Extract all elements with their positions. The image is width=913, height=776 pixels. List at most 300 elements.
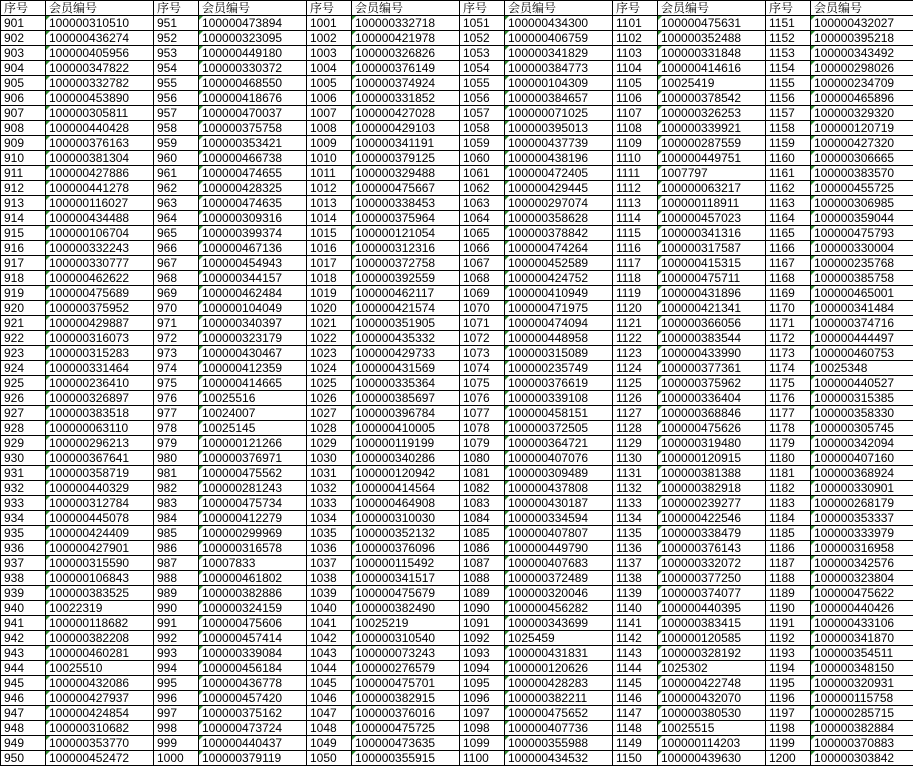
seq-cell[interactable]: 1050 (307, 751, 352, 766)
seq-cell[interactable]: 1077 (460, 406, 505, 421)
member-id-cell[interactable]: 1025302 (658, 661, 766, 676)
member-id-cell[interactable]: 100000331848 (658, 46, 766, 61)
member-id-cell[interactable]: 100000118682 (46, 616, 154, 631)
member-id-cell[interactable]: 100000435332 (352, 331, 460, 346)
member-id-header[interactable]: 会员编号 (658, 1, 766, 16)
seq-cell[interactable]: 1057 (460, 106, 505, 121)
member-id-cell[interactable]: 100000317587 (658, 241, 766, 256)
member-id-cell[interactable]: 100000441278 (46, 181, 154, 196)
seq-cell[interactable]: 1060 (460, 151, 505, 166)
seq-cell[interactable]: 1076 (460, 391, 505, 406)
seq-cell[interactable]: 904 (1, 61, 46, 76)
member-id-cell[interactable]: 100000312316 (352, 241, 460, 256)
member-id-cell[interactable]: 100000306985 (811, 196, 913, 211)
member-id-cell[interactable]: 100000329320 (811, 106, 913, 121)
seq-cell[interactable]: 1122 (613, 331, 658, 346)
member-id-cell[interactable]: 100000418676 (199, 91, 307, 106)
member-id-header[interactable]: 会员编号 (352, 1, 460, 16)
member-id-cell[interactable]: 100000235749 (505, 361, 613, 376)
member-id-cell[interactable]: 100000341517 (352, 571, 460, 586)
seq-cell[interactable]: 1174 (766, 361, 811, 376)
member-id-cell[interactable]: 100000120719 (811, 121, 913, 136)
seq-cell[interactable]: 965 (154, 226, 199, 241)
member-id-cell[interactable]: 1007797 (658, 166, 766, 181)
seq-cell[interactable]: 1004 (307, 61, 352, 76)
member-id-cell[interactable]: 100000336404 (658, 391, 766, 406)
seq-cell[interactable]: 1081 (460, 466, 505, 481)
seq-cell[interactable]: 916 (1, 241, 46, 256)
member-id-cell[interactable]: 100000287559 (658, 136, 766, 151)
seq-cell[interactable]: 979 (154, 436, 199, 451)
seq-cell[interactable]: 1066 (460, 241, 505, 256)
member-id-cell[interactable]: 100000379125 (352, 151, 460, 166)
member-id-cell[interactable]: 100000462484 (199, 286, 307, 301)
seq-cell[interactable]: 987 (154, 556, 199, 571)
seq-cell[interactable]: 908 (1, 121, 46, 136)
seq-cell[interactable]: 1138 (613, 571, 658, 586)
seq-cell[interactable]: 1140 (613, 601, 658, 616)
member-id-cell[interactable]: 100000338479 (658, 526, 766, 541)
seq-cell[interactable]: 982 (154, 481, 199, 496)
member-id-cell[interactable]: 100000343699 (505, 616, 613, 631)
member-id-cell[interactable]: 100000116027 (46, 196, 154, 211)
member-id-cell[interactable]: 100000306665 (811, 151, 913, 166)
seq-cell[interactable]: 1027 (307, 406, 352, 421)
seq-cell[interactable]: 1199 (766, 736, 811, 751)
member-id-cell[interactable]: 100000339108 (505, 391, 613, 406)
member-id-cell[interactable]: 100000406759 (505, 31, 613, 46)
member-id-cell[interactable]: 100000405956 (46, 46, 154, 61)
member-id-cell[interactable]: 100000424752 (505, 271, 613, 286)
seq-cell[interactable]: 926 (1, 391, 46, 406)
member-id-cell[interactable]: 10025348 (811, 361, 913, 376)
seq-cell[interactable]: 1118 (613, 271, 658, 286)
member-id-cell[interactable]: 100000344157 (199, 271, 307, 286)
seq-cell[interactable]: 1134 (613, 511, 658, 526)
seq-header[interactable]: 序号 (460, 1, 505, 16)
member-id-cell[interactable]: 100000445078 (46, 511, 154, 526)
member-id-cell[interactable]: 100000427937 (46, 691, 154, 706)
seq-cell[interactable]: 1025 (307, 376, 352, 391)
member-id-cell[interactable]: 100000460753 (811, 346, 913, 361)
seq-cell[interactable]: 966 (154, 241, 199, 256)
seq-cell[interactable]: 1053 (460, 46, 505, 61)
seq-cell[interactable]: 1022 (307, 331, 352, 346)
member-id-cell[interactable]: 100000104309 (505, 76, 613, 91)
seq-cell[interactable]: 902 (1, 31, 46, 46)
member-id-cell[interactable]: 100000462117 (352, 286, 460, 301)
seq-cell[interactable]: 985 (154, 526, 199, 541)
seq-cell[interactable]: 1074 (460, 361, 505, 376)
member-id-cell[interactable]: 100000120915 (658, 451, 766, 466)
member-id-cell[interactable]: 100000121266 (199, 436, 307, 451)
member-id-cell[interactable]: 100000375952 (46, 301, 154, 316)
member-id-cell[interactable]: 100000341316 (658, 226, 766, 241)
seq-cell[interactable]: 1131 (613, 466, 658, 481)
seq-cell[interactable]: 1165 (766, 226, 811, 241)
seq-cell[interactable]: 988 (154, 571, 199, 586)
member-id-cell[interactable]: 100000407736 (505, 721, 613, 736)
seq-cell[interactable]: 915 (1, 226, 46, 241)
member-id-cell[interactable]: 100000457420 (199, 691, 307, 706)
member-id-cell[interactable]: 100000326897 (46, 391, 154, 406)
seq-cell[interactable]: 1082 (460, 481, 505, 496)
seq-cell[interactable]: 957 (154, 106, 199, 121)
seq-cell[interactable]: 970 (154, 301, 199, 316)
seq-cell[interactable]: 1097 (460, 706, 505, 721)
seq-cell[interactable]: 1123 (613, 346, 658, 361)
member-id-cell[interactable]: 10025145 (199, 421, 307, 436)
seq-cell[interactable]: 1139 (613, 586, 658, 601)
seq-cell[interactable]: 921 (1, 316, 46, 331)
seq-cell[interactable]: 1021 (307, 316, 352, 331)
seq-cell[interactable]: 1083 (460, 496, 505, 511)
seq-cell[interactable]: 1137 (613, 556, 658, 571)
seq-cell[interactable]: 1158 (766, 121, 811, 136)
member-id-cell[interactable]: 100000430467 (199, 346, 307, 361)
seq-cell[interactable]: 1141 (613, 616, 658, 631)
member-id-cell[interactable]: 100000115492 (352, 556, 460, 571)
member-id-cell[interactable]: 100000332072 (658, 556, 766, 571)
seq-cell[interactable]: 1086 (460, 541, 505, 556)
seq-cell[interactable]: 1042 (307, 631, 352, 646)
seq-cell[interactable]: 1155 (766, 76, 811, 91)
member-id-cell[interactable]: 100000410005 (352, 421, 460, 436)
member-id-cell[interactable]: 100000440437 (199, 736, 307, 751)
member-id-cell[interactable]: 100000309489 (505, 466, 613, 481)
seq-cell[interactable]: 1040 (307, 601, 352, 616)
member-id-cell[interactable]: 100000431569 (352, 361, 460, 376)
member-id-cell[interactable]: 100000382211 (505, 691, 613, 706)
seq-cell[interactable]: 1164 (766, 211, 811, 226)
seq-cell[interactable]: 1195 (766, 676, 811, 691)
member-id-cell[interactable]: 100000372505 (505, 421, 613, 436)
seq-cell[interactable]: 1009 (307, 136, 352, 151)
seq-cell[interactable]: 1056 (460, 91, 505, 106)
seq-cell[interactable]: 1020 (307, 301, 352, 316)
seq-cell[interactable]: 1168 (766, 271, 811, 286)
seq-cell[interactable]: 981 (154, 466, 199, 481)
member-id-cell[interactable]: 100000475622 (811, 586, 913, 601)
member-id-cell[interactable]: 100000472405 (505, 166, 613, 181)
seq-cell[interactable]: 1133 (613, 496, 658, 511)
seq-cell[interactable]: 919 (1, 286, 46, 301)
member-id-cell[interactable]: 100000376149 (352, 61, 460, 76)
member-id-cell[interactable]: 100000328192 (658, 646, 766, 661)
member-id-cell[interactable]: 100000297074 (505, 196, 613, 211)
seq-cell[interactable]: 1125 (613, 376, 658, 391)
member-id-cell[interactable]: 100000376143 (658, 541, 766, 556)
seq-cell[interactable]: 1130 (613, 451, 658, 466)
seq-cell[interactable]: 995 (154, 676, 199, 691)
seq-cell[interactable]: 929 (1, 436, 46, 451)
member-id-cell[interactable]: 100000381388 (658, 466, 766, 481)
member-id-cell[interactable]: 100000106843 (46, 571, 154, 586)
member-id-cell[interactable]: 100000315283 (46, 346, 154, 361)
seq-cell[interactable]: 1173 (766, 346, 811, 361)
seq-cell[interactable]: 973 (154, 346, 199, 361)
member-id-header[interactable]: 会员编号 (46, 1, 154, 16)
member-id-cell[interactable]: 100000315590 (46, 556, 154, 571)
seq-cell[interactable]: 1034 (307, 511, 352, 526)
seq-cell[interactable]: 1096 (460, 691, 505, 706)
member-id-cell[interactable]: 100000422546 (658, 511, 766, 526)
member-id-cell[interactable]: 100000407160 (811, 451, 913, 466)
member-id-cell[interactable]: 100000475701 (352, 676, 460, 691)
member-id-cell[interactable]: 100000399374 (199, 226, 307, 241)
seq-cell[interactable]: 1186 (766, 541, 811, 556)
seq-cell[interactable]: 1003 (307, 46, 352, 61)
seq-cell[interactable]: 1142 (613, 631, 658, 646)
member-id-cell[interactable]: 100000383518 (46, 406, 154, 421)
seq-cell[interactable]: 1052 (460, 31, 505, 46)
seq-cell[interactable]: 914 (1, 211, 46, 226)
member-id-cell[interactable]: 100000427320 (811, 136, 913, 151)
member-id-cell[interactable]: 100000458151 (505, 406, 613, 421)
member-id-cell[interactable]: 100000424854 (46, 706, 154, 721)
member-id-cell[interactable]: 100000452472 (46, 751, 154, 766)
seq-cell[interactable]: 953 (154, 46, 199, 61)
member-id-cell[interactable]: 10022319 (46, 601, 154, 616)
seq-cell[interactable]: 1178 (766, 421, 811, 436)
member-id-cell[interactable]: 100000380530 (658, 706, 766, 721)
member-id-cell[interactable]: 100000428325 (199, 181, 307, 196)
seq-cell[interactable]: 1190 (766, 601, 811, 616)
member-id-cell[interactable]: 100000421574 (352, 301, 460, 316)
seq-cell[interactable]: 1041 (307, 616, 352, 631)
seq-cell[interactable]: 1115 (613, 226, 658, 241)
member-id-cell[interactable]: 100000383570 (811, 166, 913, 181)
seq-cell[interactable]: 1071 (460, 316, 505, 331)
member-id-cell[interactable]: 100000457023 (658, 211, 766, 226)
member-id-cell[interactable]: 100000324159 (199, 601, 307, 616)
member-id-cell[interactable]: 100000465896 (811, 91, 913, 106)
member-id-cell[interactable]: 100000374077 (658, 586, 766, 601)
seq-cell[interactable]: 1127 (613, 406, 658, 421)
member-id-cell[interactable]: 100000343492 (811, 46, 913, 61)
seq-cell[interactable]: 1013 (307, 196, 352, 211)
seq-cell[interactable]: 1144 (613, 661, 658, 676)
member-id-cell[interactable]: 100000285715 (811, 706, 913, 721)
seq-cell[interactable]: 990 (154, 601, 199, 616)
seq-cell[interactable]: 1170 (766, 301, 811, 316)
member-id-cell[interactable]: 100000320931 (811, 676, 913, 691)
seq-cell[interactable]: 1176 (766, 391, 811, 406)
member-id-cell[interactable]: 10025219 (352, 616, 460, 631)
seq-cell[interactable]: 1068 (460, 271, 505, 286)
seq-cell[interactable]: 968 (154, 271, 199, 286)
member-id-cell[interactable]: 100000448958 (505, 331, 613, 346)
seq-cell[interactable]: 1079 (460, 436, 505, 451)
member-id-cell[interactable]: 100000449790 (505, 541, 613, 556)
member-id-cell[interactable]: 100000433990 (658, 346, 766, 361)
seq-cell[interactable]: 1045 (307, 676, 352, 691)
seq-cell[interactable]: 917 (1, 256, 46, 271)
seq-cell[interactable]: 1092 (460, 631, 505, 646)
seq-cell[interactable]: 1112 (613, 181, 658, 196)
seq-cell[interactable]: 947 (1, 706, 46, 721)
seq-cell[interactable]: 931 (1, 466, 46, 481)
member-id-cell[interactable]: 100000339921 (658, 121, 766, 136)
seq-cell[interactable]: 1030 (307, 451, 352, 466)
member-id-cell[interactable]: 100000372758 (352, 256, 460, 271)
member-id-cell[interactable]: 100000115758 (811, 691, 913, 706)
member-id-cell[interactable]: 100000456282 (505, 601, 613, 616)
seq-cell[interactable]: 920 (1, 301, 46, 316)
member-id-cell[interactable]: 100000430187 (505, 496, 613, 511)
seq-cell[interactable]: 1143 (613, 646, 658, 661)
member-id-cell[interactable]: 100000316578 (199, 541, 307, 556)
member-id-cell[interactable]: 100000424409 (46, 526, 154, 541)
member-id-cell[interactable]: 100000377250 (658, 571, 766, 586)
seq-cell[interactable]: 1005 (307, 76, 352, 91)
seq-cell[interactable]: 951 (154, 16, 199, 31)
seq-cell[interactable]: 1049 (307, 736, 352, 751)
seq-cell[interactable]: 1111 (613, 166, 658, 181)
seq-cell[interactable]: 984 (154, 511, 199, 526)
member-id-cell[interactable]: 100000339084 (199, 646, 307, 661)
member-id-cell[interactable]: 100000374716 (811, 316, 913, 331)
seq-cell[interactable]: 1189 (766, 586, 811, 601)
member-id-cell[interactable]: 100000331852 (352, 91, 460, 106)
member-id-cell[interactable]: 100000340397 (199, 316, 307, 331)
member-id-cell[interactable]: 100000414564 (352, 481, 460, 496)
member-id-cell[interactable]: 100000310510 (46, 16, 154, 31)
member-id-cell[interactable]: 100000432086 (46, 676, 154, 691)
member-id-cell[interactable]: 100000341484 (811, 301, 913, 316)
member-id-cell[interactable]: 100000407683 (505, 556, 613, 571)
member-id-cell[interactable]: 100000063110 (46, 421, 154, 436)
seq-cell[interactable]: 1032 (307, 481, 352, 496)
member-id-cell[interactable]: 100000330901 (811, 481, 913, 496)
member-id-cell[interactable]: 100000330777 (46, 256, 154, 271)
seq-cell[interactable]: 1197 (766, 706, 811, 721)
member-id-cell[interactable]: 100000436274 (46, 31, 154, 46)
seq-cell[interactable]: 1000 (154, 751, 199, 766)
member-id-cell[interactable]: 100000358330 (811, 406, 913, 421)
seq-cell[interactable]: 1129 (613, 436, 658, 451)
seq-cell[interactable]: 1098 (460, 721, 505, 736)
member-id-cell[interactable]: 100000395218 (811, 31, 913, 46)
member-id-cell[interactable]: 100000437808 (505, 481, 613, 496)
seq-cell[interactable]: 945 (1, 676, 46, 691)
seq-cell[interactable]: 1114 (613, 211, 658, 226)
seq-cell[interactable]: 992 (154, 631, 199, 646)
member-id-cell[interactable]: 100000375758 (199, 121, 307, 136)
member-id-cell[interactable]: 100000455725 (811, 181, 913, 196)
seq-cell[interactable]: 939 (1, 586, 46, 601)
member-id-cell[interactable]: 100000395013 (505, 121, 613, 136)
seq-cell[interactable]: 933 (1, 496, 46, 511)
member-id-cell[interactable]: 100000353770 (46, 736, 154, 751)
seq-cell[interactable]: 999 (154, 736, 199, 751)
seq-cell[interactable]: 1067 (460, 256, 505, 271)
member-id-cell[interactable]: 100000310682 (46, 721, 154, 736)
member-id-cell[interactable]: 100000121054 (352, 226, 460, 241)
member-id-cell[interactable]: 10025516 (199, 391, 307, 406)
member-id-cell[interactable]: 100000385697 (352, 391, 460, 406)
member-id-cell[interactable]: 100000384773 (505, 61, 613, 76)
member-id-cell[interactable]: 100000475652 (505, 706, 613, 721)
member-id-cell[interactable]: 100000234709 (811, 76, 913, 91)
member-id-cell[interactable]: 100000460281 (46, 646, 154, 661)
member-id-cell[interactable]: 100000120585 (658, 631, 766, 646)
member-id-cell[interactable]: 100000429103 (352, 121, 460, 136)
seq-cell[interactable]: 905 (1, 76, 46, 91)
member-id-cell[interactable]: 100000358719 (46, 466, 154, 481)
member-id-cell[interactable]: 100000118911 (658, 196, 766, 211)
member-id-cell[interactable]: 100000433106 (811, 616, 913, 631)
seq-cell[interactable]: 1103 (613, 46, 658, 61)
seq-cell[interactable]: 911 (1, 166, 46, 181)
seq-cell[interactable]: 944 (1, 661, 46, 676)
member-id-cell[interactable]: 100000440426 (811, 601, 913, 616)
seq-cell[interactable]: 1177 (766, 406, 811, 421)
seq-cell[interactable]: 1087 (460, 556, 505, 571)
seq-cell[interactable]: 1113 (613, 196, 658, 211)
seq-cell[interactable]: 977 (154, 406, 199, 421)
member-id-cell[interactable]: 100000475711 (658, 271, 766, 286)
seq-cell[interactable]: 1172 (766, 331, 811, 346)
member-id-cell[interactable]: 100000335364 (352, 376, 460, 391)
seq-cell[interactable]: 1126 (613, 391, 658, 406)
seq-cell[interactable]: 1159 (766, 136, 811, 151)
seq-cell[interactable]: 924 (1, 361, 46, 376)
seq-cell[interactable]: 1095 (460, 676, 505, 691)
seq-cell[interactable]: 991 (154, 616, 199, 631)
seq-cell[interactable]: 1106 (613, 91, 658, 106)
member-id-cell[interactable]: 100000434488 (46, 211, 154, 226)
member-id-cell[interactable]: 100000310030 (352, 511, 460, 526)
member-id-cell[interactable]: 100000330372 (199, 61, 307, 76)
member-id-cell[interactable]: 100000235768 (811, 256, 913, 271)
member-id-cell[interactable]: 100000378542 (658, 91, 766, 106)
member-id-cell[interactable]: 100000372489 (505, 571, 613, 586)
member-id-cell[interactable]: 100000374924 (352, 76, 460, 91)
member-id-cell[interactable]: 100000120942 (352, 466, 460, 481)
member-id-cell[interactable]: 100000473635 (352, 736, 460, 751)
member-id-cell[interactable]: 100000421341 (658, 301, 766, 316)
member-id-cell[interactable]: 100000474264 (505, 241, 613, 256)
member-id-cell[interactable]: 100000071025 (505, 106, 613, 121)
seq-cell[interactable]: 1162 (766, 181, 811, 196)
seq-cell[interactable]: 1046 (307, 691, 352, 706)
seq-cell[interactable]: 1089 (460, 586, 505, 601)
member-id-cell[interactable]: 10025510 (46, 661, 154, 676)
member-id-cell[interactable]: 100000323179 (199, 331, 307, 346)
member-id-cell[interactable]: 10025515 (658, 721, 766, 736)
member-id-cell[interactable]: 100000436778 (199, 676, 307, 691)
member-id-cell[interactable]: 100000376096 (352, 541, 460, 556)
member-id-cell[interactable]: 100000114203 (658, 736, 766, 751)
member-id-cell[interactable]: 100000415315 (658, 256, 766, 271)
seq-cell[interactable]: 1185 (766, 526, 811, 541)
member-id-cell[interactable]: 100000309316 (199, 211, 307, 226)
seq-cell[interactable]: 903 (1, 46, 46, 61)
seq-cell[interactable]: 1171 (766, 316, 811, 331)
member-id-cell[interactable]: 100000378842 (505, 226, 613, 241)
seq-cell[interactable]: 1132 (613, 481, 658, 496)
member-id-cell[interactable]: 100000310540 (352, 631, 460, 646)
member-id-cell[interactable]: 100000104049 (199, 301, 307, 316)
member-id-cell[interactable]: 100000471975 (505, 301, 613, 316)
seq-cell[interactable]: 1182 (766, 481, 811, 496)
member-id-cell[interactable]: 10007833 (199, 556, 307, 571)
seq-cell[interactable]: 1099 (460, 736, 505, 751)
seq-cell[interactable]: 930 (1, 451, 46, 466)
seq-cell[interactable]: 912 (1, 181, 46, 196)
member-id-cell[interactable]: 100000429887 (46, 316, 154, 331)
